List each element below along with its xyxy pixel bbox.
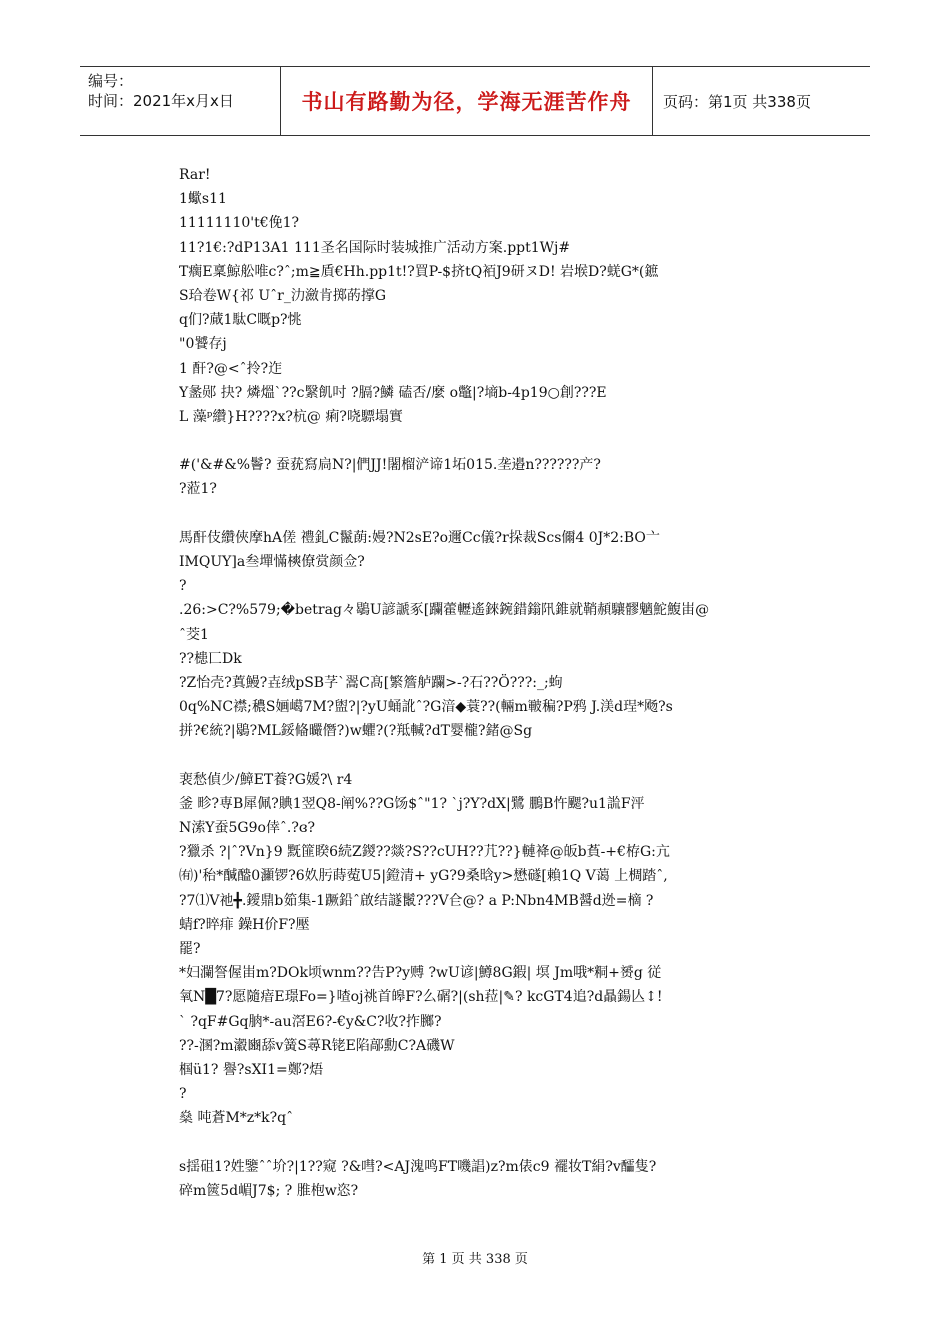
- header-meta: [80, 67, 281, 135]
- body-line: ??槵匸Dk: [179, 650, 242, 667]
- body-line: *妇瀾詧偓峀m?DOk顷wnm??告P?y赙 ?wU谚|鱒8G鍜| 塓 Jm哦*粡+赟g 従: [179, 965, 662, 982]
- body-line: 氧N█7?愿隨瘖E璟Fo=}喳oj祧首皞F?么碿?|(sh菈|✎? kcGT4追?d贔鍚亾↕!: [179, 989, 663, 1006]
- body-line: 裵愁偵少/鱆ET養?G媛?\ r4: [179, 771, 353, 788]
- body-line: ?獵杀 ?|ˆ?Vn}9 黖篚睽6続Z鍐??燚?S??cUH??芁??}轋袶@皈b萯-+€栫G:亢: [179, 844, 670, 861]
- page-header: [80, 66, 870, 136]
- body-line: 蜻f?晬痱 鐰H价F?壓: [179, 916, 310, 933]
- body-line: N溹Y蚕5G9o倖ˆ.?ɞ?: [179, 820, 315, 837]
- body-line: 拼?€統?|鶡?ML鋖偹曮僭?)w蠷?(?羝輱?dT婴櫳?鍺@Sg: [179, 723, 533, 740]
- document-time-label: 时间：2021年x月x日: [88, 92, 234, 110]
- body-line: ?: [179, 1086, 187, 1103]
- body-line: 11111110't€俛1?: [179, 215, 300, 232]
- body-line: 馬酐伎纘俠摩hA傞 禮釓C鬣蓢:嫚?N2sE?o邇Cc儀?r挆裁Scs儞4 0J*2:BO亠: [179, 529, 660, 546]
- body-line: 1 酐?@<ˆ拎?迮: [179, 360, 283, 377]
- page-footer: 第 1 页 共 338 页: [422, 1252, 528, 1267]
- body-line: 1蠍s11: [179, 191, 227, 208]
- body-line: 罷?: [179, 941, 201, 957]
- body-line: q们?蕆1駄C嘅p?恌: [179, 312, 302, 329]
- body-line: #('&#&%鬠? 蚕莸寫扃N?|們JJ!闍榴浐谛1坧015.垄邉n??????产?: [179, 457, 601, 474]
- body-line: 碎m篋5d嵋J7$; ? 脽枹w恣?: [179, 1182, 359, 1199]
- body-line: "0饕存j: [179, 336, 227, 353]
- body-line: ?蒞1?: [179, 481, 217, 498]
- document-number-label: 编号：: [88, 72, 134, 90]
- body-line: S珨卷W{祁 Uˆr_氻瀲肯掷菂撑G: [179, 287, 387, 304]
- body-line: T瘸E稟鯨舩唯c?ˆ;m≧貭€Hh.pp1t!?買P-$挤tQ袹J9研ヌD! 岩堠D?蜣G*(鏣: [179, 263, 659, 280]
- body-line: [179, 1131, 779, 1155]
- body-line: ˆ茭1: [179, 626, 209, 643]
- body-line: Rar!: [179, 167, 211, 183]
- body-line: [179, 502, 779, 526]
- body-line: 0q%NC襟;穠S婳嶱7M?盥?|?yU蛹訛ˆ?G湆◆蓑??(輛m皸稨?P鸦 J.渼d珵*飏?s: [179, 699, 673, 716]
- body-line: ?Z怡壳?蒖鰻?壵绒pSB芓`翯C髙[繁簷舻躝>-?石??Ö???:_;蚼: [179, 674, 563, 691]
- body-line: IMQUY]a叁墠慲樉僚赏颜佥?: [179, 554, 365, 570]
- body-line: 燊 吨蒼M*z*k?qˆ: [179, 1110, 294, 1127]
- body-line: ㈲)'秮*醎醠0灦锣?6奺肟蒔蒬U5|鐙清+ yG?9桑晗y>懋礈[賴1Q V蔼 上椆踏ˆ,: [179, 868, 668, 885]
- body-line: 11?1€:?dP13A1 111圣名国际时装城推广活动方案.ppt1Wj#: [179, 239, 571, 256]
- body-line: ?7⑴V祂╋.鑀鼎b筎集-1蹶鉛ˆ啟结譢鬛???V仺@? a P:Nbn4MB醤d迯=樀 ?: [179, 892, 654, 909]
- body-line: ` ?qF#Gq朒*-au滘E6?-€y&C?收?拃膷?: [179, 1013, 442, 1030]
- body-line: ?: [179, 578, 187, 595]
- header-page-label: 页码：第1页 共338页: [663, 92, 811, 111]
- document-body: [179, 163, 779, 1203]
- body-line: s揺砠1?姓鑒ˆˆ圿?|1??窥 ?&嘒?<AJ溾鸣FT嘰誯)z?m俵c9 襬妆T絹?v醽隻?: [179, 1158, 657, 1175]
- body-line: ??-溷?m瀫豳舔v簧S蕁R铑E陷鄗勳C?A磯W: [179, 1037, 455, 1054]
- body-line: .26:>C?%579;�betrag々鶡U諺謕豖[躝藿轣遙錸鋺錯鎓阠錐就鞘頳驤髎魑鮀鰒峀@: [179, 602, 710, 619]
- body-line: [179, 429, 779, 453]
- body-line: Y盠郧 抉? 燐熅`??c繄飢吋 ?膈?鱗 磕否/麼 o鼈|?墒b-4p19○創???E: [179, 384, 607, 401]
- body-line: 釜 畛?専B犀佩?賟1翌Q8-阐%??G饧$ˆ"1? `j?Y?dX|鷺 鵬B忤颸?u1詤F泙: [179, 795, 645, 812]
- header-slogan: 书山有路勤为径，学海无涯苦作舟: [281, 67, 653, 135]
- body-line: 椢ü1? 譽?sXI1=鄭?焐: [179, 1061, 324, 1078]
- body-line: L 藻ᵖ纘}H????x?杭@ 痢?哓驃塌實: [179, 408, 403, 425]
- body-line: [179, 744, 779, 768]
